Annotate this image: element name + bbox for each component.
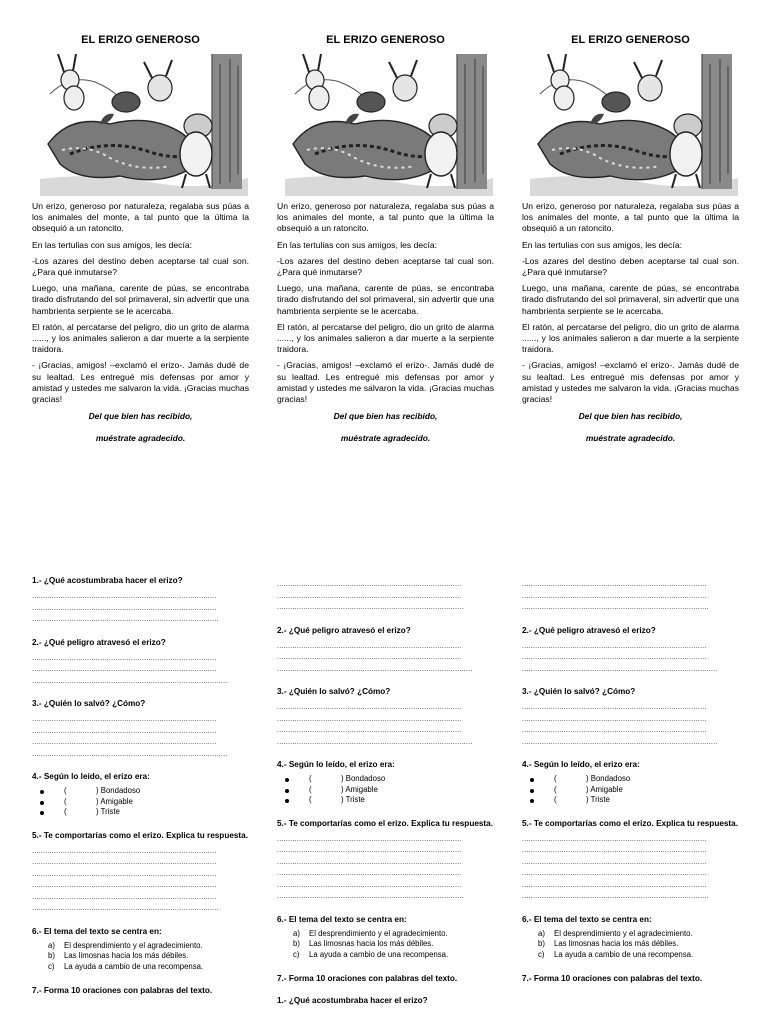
answer-line[interactable]: ......................................................................................... xyxy=(32,748,228,758)
answer-line[interactable]: .................................................................................... xyxy=(32,737,217,746)
answer-line[interactable]: ......................................................................................... xyxy=(522,736,718,746)
q6-option-b[interactable]: b) Las limosnas hacia los más débiles. xyxy=(538,939,679,949)
worksheet-column-2 xyxy=(277,0,494,1024)
answer-line[interactable]: .................................................................................... xyxy=(522,579,707,588)
answer-line[interactable]: .................................................................................... xyxy=(277,713,462,723)
answer-line[interactable]: .................................................................................... xyxy=(32,725,217,735)
answer-line[interactable]: .................................................................................... xyxy=(522,856,707,866)
questions-area xyxy=(277,578,494,1010)
question-3: 3.- ¿Quién lo salvó? ¿Cómo? xyxy=(522,687,636,696)
option-bondadoso[interactable]: ( ) Bondadoso xyxy=(528,774,739,785)
answer-line[interactable]: ..................................................................................... xyxy=(32,903,219,913)
story-paragraph: Luego, una mañana, carente de púas, se encontraba tirado disfrutando del sol primaveral, sin advertir que una hambrienta serpiente se le acercaba. xyxy=(32,283,249,316)
option-triste[interactable]: ( ) Triste xyxy=(528,795,739,806)
q6-options xyxy=(538,929,739,961)
story-paragraph: - ¡Gracias, amigos! –exclamó el erizo-. Jamás dudé de su lealtad. Les entregué mis defensas por amor y amistad y ustedes me salvaron la vida. ¡Gracias muchas gracias! xyxy=(277,360,494,405)
answer-line[interactable]: .................................................................................... xyxy=(32,857,217,867)
story-paragraph: En las tertulias con sus amigos, les decía: xyxy=(277,239,438,250)
question-6: 6.- El tema del texto se centra en: xyxy=(32,926,162,936)
question-4: 4.- Según lo leído, el erizo era: xyxy=(32,772,150,781)
moral-line: Del que bien has recibido, xyxy=(333,411,438,422)
answer-line[interactable]: .................................................................................... xyxy=(32,591,217,600)
story-moral xyxy=(522,411,739,444)
q6-option-a[interactable]: a) El desprendimiento y el agradecimiento. xyxy=(293,928,448,938)
q6-option-b[interactable]: b) Las limosnas hacia los más débiles. xyxy=(48,951,189,961)
questions-area xyxy=(32,576,249,1000)
option-amigable[interactable]: ( ) Amigable xyxy=(528,785,739,796)
answer-line[interactable]: .................................................................................... xyxy=(522,879,707,889)
answer-line[interactable]: .................................................................................... xyxy=(32,652,217,662)
q4-options xyxy=(283,774,494,806)
moral-line: muéstrate agradecido. xyxy=(95,433,186,444)
question-6: 6.- El tema del texto se centra en: xyxy=(522,914,652,924)
story-paragraph: En las tertulias con sus amigos, les decía: xyxy=(522,239,683,250)
answer-line[interactable]: ......................................................................................... xyxy=(277,736,473,746)
story-title: EL ERIZO GENEROSO xyxy=(571,34,690,46)
answer-line[interactable]: .................................................................................... xyxy=(522,845,707,855)
answer-line[interactable]: .................................................................................... xyxy=(522,640,707,650)
option-triste[interactable]: ( ) Triste xyxy=(38,807,249,818)
question-7: 7.- Forma 10 oraciones con palabras del texto. xyxy=(522,973,703,983)
question-2: 2.- ¿Qué peligro atravesó el erizo? xyxy=(522,625,656,635)
story-text xyxy=(522,201,739,455)
answer-line[interactable]: .................................................................................... xyxy=(522,590,707,600)
answer-line[interactable]: .................................................................................... xyxy=(277,725,462,734)
question-3: 3.- ¿Quién lo salvó? ¿Cómo? xyxy=(32,699,146,708)
worksheet-column-1 xyxy=(32,0,249,1024)
answer-line[interactable]: .................................................................................... xyxy=(277,845,462,855)
option-bondadoso[interactable]: ( ) Bondadoso xyxy=(283,774,494,785)
answer-line[interactable]: .................................................................................... xyxy=(522,713,707,723)
answer-line[interactable]: .................................................................................... xyxy=(522,702,707,711)
answer-line[interactable]: ..................................................................................... xyxy=(277,602,464,611)
question-7: 7.- Forma 10 oraciones con palabras del texto. xyxy=(277,973,458,983)
hedgehog-story-illustration-icon xyxy=(285,54,493,196)
story-title: EL ERIZO GENEROSO xyxy=(81,34,200,46)
story-paragraph: Luego, una mañana, carente de púas, se encontraba tirado disfrutando del sol primaveral, sin advertir que una hambrienta serpiente se le acercaba. xyxy=(522,283,739,316)
q6-options xyxy=(293,929,494,961)
question-5: 5.- Te comportarías como el erizo. Explica tu respuesta. xyxy=(32,830,248,840)
story-illustration xyxy=(285,54,493,196)
story-paragraph: Un erizo, generoso por naturaleza, regalaba sus púas a los animales del monte, a tal punto que la última la obsequió a un ratoncito. xyxy=(277,201,494,234)
option-amigable[interactable]: ( ) Amigable xyxy=(283,785,494,796)
answer-line[interactable]: .................................................................................... xyxy=(32,880,217,890)
answer-line[interactable]: .................................................................................... xyxy=(522,725,707,734)
hedgehog-story-illustration-icon xyxy=(530,54,738,196)
q4-options xyxy=(528,774,739,806)
answer-line[interactable]: ......................................................................................... xyxy=(32,675,228,685)
story-paragraph: -Los azares del destino deben aceptarse tal cual son. ¿Para qué inmutarse? xyxy=(277,255,494,278)
story-paragraph: En las tertulias con sus amigos, les decía: xyxy=(32,239,193,250)
q6-option-a[interactable]: a) El desprendimiento y el agradecimiento. xyxy=(538,928,693,938)
story-paragraph: -Los azares del destino deben aceptarse tal cual son. ¿Para qué inmutarse? xyxy=(32,255,249,278)
answer-line[interactable]: .................................................................................... xyxy=(277,868,462,878)
story-paragraph: El ratón, al percatarse del peligro, dio un grito de alarma ......, y los animales salieron a dar muerte a la serpiente traidora. xyxy=(277,321,494,355)
option-triste[interactable]: ( ) Triste xyxy=(283,795,494,806)
question-4: 4.- Según lo leído, el erizo era: xyxy=(277,760,395,769)
question-1: 1.- ¿Qué acostumbraba hacer el erizo? xyxy=(32,576,183,585)
story-text xyxy=(32,201,249,455)
moral-line: Del que bien has recibido, xyxy=(88,411,193,422)
story-moral xyxy=(277,411,494,444)
q6-option-c[interactable]: c) La ayuda a cambio de una recompensa. xyxy=(538,949,694,959)
answer-line[interactable]: .................................................................................... xyxy=(277,856,462,866)
answer-line[interactable]: .................................................................................... xyxy=(32,845,217,855)
q6-option-c[interactable]: c) La ayuda a cambio de una recompensa. xyxy=(48,961,204,971)
question-6: 6.- El tema del texto se centra en: xyxy=(277,914,407,924)
answer-line[interactable]: ......................................................................................... xyxy=(522,663,718,673)
option-bondadoso[interactable]: ( ) Bondadoso xyxy=(38,786,249,797)
question-7: 7.- Forma 10 oraciones con palabras del texto. xyxy=(32,985,213,995)
story-illustration xyxy=(530,54,738,196)
question-3: 3.- ¿Quién lo salvó? ¿Cómo? xyxy=(277,687,391,696)
moral-line: Del que bien has recibido, xyxy=(578,411,683,422)
answer-line[interactable]: .................................................................................... xyxy=(522,833,707,843)
answer-line[interactable]: ..................................................................................... xyxy=(522,602,709,611)
question-5: 5.- Te comportarías como el erizo. Explica tu respuesta. xyxy=(522,818,738,828)
worksheet-column-3 xyxy=(522,0,739,1024)
answer-line[interactable]: .................................................................................... xyxy=(277,879,462,889)
answer-line[interactable]: ..................................................................................... xyxy=(32,614,219,623)
answer-line[interactable]: .................................................................................... xyxy=(277,652,462,661)
story-paragraph: El ratón, al percatarse del peligro, dio un grito de alarma ......, y los animales salieron a dar muerte a la serpiente traidora. xyxy=(522,321,739,355)
option-amigable[interactable]: ( ) Amigable xyxy=(38,797,249,808)
story-paragraph: Un erizo, generoso por naturaleza, regalaba sus púas a los animales del monte, a tal punto que la última la obsequió a un ratoncito. xyxy=(32,201,249,234)
story-paragraph: Luego, una mañana, carente de púas, se encontraba tirado disfrutando del sol primaveral, sin advertir que una hambrienta serpiente se le acercaba. xyxy=(277,283,494,316)
q6-option-a[interactable]: a) El desprendimiento y el agradecimiento. xyxy=(48,940,203,950)
story-paragraph: El ratón, al percatarse del peligro, dio un grito de alarma ......, y los animales salieron a dar muerte a la serpiente traidora. xyxy=(32,321,249,355)
answer-line[interactable]: .................................................................................... xyxy=(277,590,462,600)
answer-line[interactable]: ..................................................................................... xyxy=(522,891,709,901)
question-2: 2.- ¿Qué peligro atravesó el erizo? xyxy=(277,625,411,635)
questions-area xyxy=(522,578,739,988)
q6-options xyxy=(48,941,249,973)
answer-line[interactable]: .................................................................................... xyxy=(32,714,217,723)
question-5: 5.- Te comportarías como el erizo. Explica tu respuesta. xyxy=(277,818,493,828)
story-illustration xyxy=(40,54,248,196)
question-2: 2.- ¿Qué peligro atravesó el erizo? xyxy=(32,637,166,647)
story-text xyxy=(277,201,494,455)
answer-line[interactable]: .................................................................................... xyxy=(522,868,707,878)
story-title: EL ERIZO GENEROSO xyxy=(326,34,445,46)
answer-line[interactable]: ..................................................................................... xyxy=(277,891,464,901)
story-paragraph: - ¡Gracias, amigos! –exclamó el erizo-. Jamás dudé de su lealtad. Les entregué mis defensas por amor y amistad y ustedes me salvaron la vida. ¡Gracias muchas gracias! xyxy=(522,360,739,405)
story-moral xyxy=(32,411,249,444)
story-paragraph: -Los azares del destino deben aceptarse tal cual son. ¿Para qué inmutarse? xyxy=(522,255,739,278)
answer-line[interactable]: .................................................................................... xyxy=(522,652,707,661)
answer-line[interactable]: .................................................................................... xyxy=(32,891,217,901)
moral-line: muéstrate agradecido. xyxy=(585,433,676,444)
answer-line[interactable]: .................................................................................... xyxy=(277,833,462,843)
q6-option-c[interactable]: c) La ayuda a cambio de una recompensa. xyxy=(293,949,449,959)
q4-options xyxy=(38,786,249,818)
story-paragraph: - ¡Gracias, amigos! –exclamó el erizo-. Jamás dudé de su lealtad. Les entregué mis defensas por amor y amistad y ustedes me salvaron la vida. ¡Gracias muchas gracias! xyxy=(32,360,249,405)
answer-line[interactable]: ......................................................................................... xyxy=(277,663,473,673)
answer-line[interactable]: .................................................................................... xyxy=(32,664,217,673)
story-paragraph: Un erizo, generoso por naturaleza, regalaba sus púas a los animales del monte, a tal punto que la última la obsequió a un ratoncito. xyxy=(522,201,739,234)
answer-line[interactable]: .................................................................................... xyxy=(32,602,217,612)
question-4: 4.- Según lo leído, el erizo era: xyxy=(522,760,640,769)
answer-line[interactable]: .................................................................................... xyxy=(32,868,217,878)
answer-line[interactable]: .................................................................................... xyxy=(277,640,462,650)
answer-line[interactable]: .................................................................................... xyxy=(277,579,462,588)
hedgehog-story-illustration-icon xyxy=(40,54,248,196)
q6-option-b[interactable]: b) Las limosnas hacia los más débiles. xyxy=(293,939,434,949)
answer-line[interactable]: .................................................................................... xyxy=(277,702,462,711)
question-1: 1.- ¿Qué acostumbraba hacer el erizo? xyxy=(277,995,428,1005)
moral-line: muéstrate agradecido. xyxy=(340,433,431,444)
